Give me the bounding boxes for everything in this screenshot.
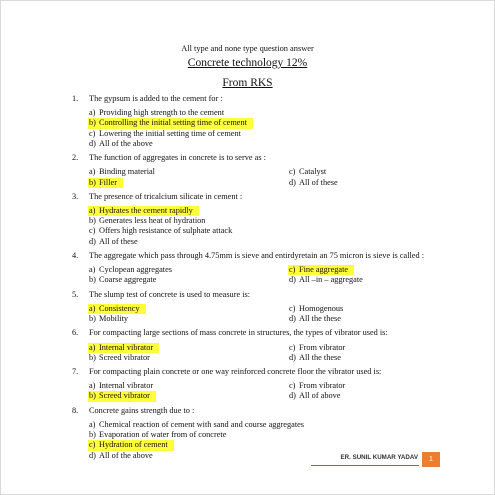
option-letter: d) [89, 236, 96, 246]
option-text: Internal vibrator [99, 342, 154, 352]
option-text: Cyclopean aggregates [99, 265, 173, 275]
question-header [72, 94, 452, 104]
option-text: Hydrates the cement rapidly [99, 206, 193, 216]
option-letter: d) [289, 314, 296, 324]
option-text: Screed vibrator [99, 391, 150, 401]
answer-option [89, 353, 289, 363]
option-text: From vibrator [299, 381, 346, 391]
answer-option-highlighted [89, 440, 452, 450]
question-text: For compacting plain concrete or one way reinforced concrete floor the vibrator used is: [89, 367, 382, 377]
answer-option-highlighted [89, 391, 289, 401]
highlight-marker [88, 118, 253, 128]
footer-author: ER. SUNIL KUMAR YADAV [340, 454, 418, 461]
question-item [72, 251, 452, 286]
option-wrap [89, 381, 153, 391]
question-header [72, 290, 452, 300]
answer-option [89, 275, 289, 285]
highlight-marker [88, 304, 146, 314]
option-text: From vibrator [299, 342, 346, 352]
option-wrap [89, 139, 153, 149]
option-list [89, 167, 452, 187]
option-letter: c) [289, 381, 296, 391]
option-wrap [289, 304, 343, 314]
option-letter: a) [89, 419, 96, 429]
option-text: All of these [99, 236, 138, 246]
highlight-marker [288, 265, 354, 275]
option-wrap [89, 430, 226, 440]
question-text: The function of aggregates in concrete is to serve as : [89, 153, 266, 163]
option-list [89, 304, 452, 324]
answer-option [289, 314, 429, 324]
option-text: Fine aggregate [299, 265, 349, 275]
option-text: Internal vibrator [99, 381, 154, 391]
option-wrap [289, 167, 326, 177]
option-letter: c) [89, 128, 96, 138]
document-title: Concrete technology 12% [187, 57, 308, 69]
option-text: All –in – aggregate [299, 275, 363, 285]
option-letter: a) [89, 167, 96, 177]
question-header [72, 251, 452, 261]
answer-option [289, 343, 429, 353]
question-text: The presence of tricalcium silicate in cement : [89, 191, 243, 201]
question-text: The slump test of concrete is used to measure is: [89, 289, 251, 299]
option-letter: b) [89, 177, 96, 187]
question-text: The gypsum is added to the cement for : [89, 94, 223, 103]
option-wrap [89, 275, 156, 285]
question-item [72, 328, 452, 363]
option-letter: b) [89, 118, 96, 128]
option-wrap [89, 353, 150, 363]
question-item [72, 192, 452, 247]
option-letter: a) [89, 381, 96, 391]
option-letter: b) [89, 275, 96, 285]
answer-option-highlighted [89, 206, 452, 216]
option-list [89, 265, 452, 285]
answer-option [89, 381, 289, 391]
answer-option [289, 167, 429, 177]
answer-option [289, 391, 429, 401]
option-wrap [89, 420, 304, 430]
option-text: Coarse aggregate [99, 275, 157, 285]
answer-option-highlighted [289, 265, 429, 275]
question-number: 2. [72, 153, 79, 163]
question-item [72, 406, 452, 461]
option-text: All the these [299, 314, 341, 324]
option-list [89, 108, 452, 149]
option-wrap [89, 237, 138, 247]
answer-option [89, 265, 289, 275]
option-letter: d) [289, 391, 296, 401]
option-letter: a) [89, 108, 96, 118]
highlight-marker [88, 206, 199, 216]
option-letter: b) [89, 430, 96, 440]
option-letter: b) [89, 216, 96, 226]
option-text: Chemical reaction of cement with sand and course aggregates [99, 419, 305, 429]
option-wrap [289, 381, 345, 391]
option-letter: d) [289, 275, 296, 285]
option-text: Lowering the initial setting time of cement [99, 128, 241, 138]
option-letter: c) [89, 440, 96, 450]
question-text: The aggregate which pass through 4.75mm is sieve and entirdyretain an 75 micron is sieve is called : [89, 250, 425, 260]
option-text: Filler [99, 177, 117, 187]
question-header [72, 192, 452, 202]
question-number: 8. [72, 405, 79, 415]
question-number: 4. [72, 250, 79, 260]
question-number: 6. [72, 328, 79, 338]
option-text: Offers high resistance of sulphate attack [99, 226, 233, 236]
option-text: Screed vibrator [99, 352, 150, 362]
answer-option [89, 129, 452, 139]
option-letter: c) [89, 226, 96, 236]
answer-option [289, 178, 429, 188]
option-wrap [89, 108, 224, 118]
option-wrap [289, 314, 341, 324]
answer-option-highlighted [89, 178, 289, 188]
question-number: 7. [72, 367, 79, 377]
option-letter: c) [289, 265, 296, 275]
answer-option [89, 139, 452, 149]
option-text: Homogenous [299, 303, 344, 313]
question-header [72, 367, 452, 377]
option-letter: b) [89, 352, 96, 362]
option-letter: c) [289, 342, 296, 352]
option-text: All of the above [99, 450, 153, 460]
option-letter: b) [89, 391, 96, 401]
highlight-marker [88, 391, 156, 401]
option-wrap [289, 178, 338, 188]
option-wrap [89, 226, 232, 236]
option-letter: d) [289, 352, 296, 362]
question-item [72, 367, 452, 402]
answer-option [89, 167, 289, 177]
header-note: All type and none type question answer [181, 44, 314, 53]
question-item [72, 153, 452, 188]
answer-option [89, 108, 452, 118]
option-text: Hydration of cement [99, 440, 168, 450]
footer-divider [311, 465, 419, 466]
option-letter: a) [89, 206, 96, 216]
option-wrap [89, 167, 155, 177]
question-number: 5. [72, 289, 79, 299]
option-text: All of above [299, 391, 341, 401]
option-letter: a) [89, 265, 96, 275]
answer-option-highlighted [89, 304, 289, 314]
option-text: All the these [299, 352, 341, 362]
answer-option [89, 420, 452, 430]
option-letter: d) [89, 450, 96, 460]
answer-option [289, 304, 429, 314]
question-header [72, 328, 452, 338]
option-wrap [89, 265, 172, 275]
option-text: Binding material [99, 167, 155, 177]
question-list [72, 94, 452, 465]
highlight-marker [88, 178, 123, 188]
answer-option [89, 314, 289, 324]
question-text: Concrete gains strength due to : [89, 405, 195, 415]
option-wrap [89, 451, 153, 461]
answer-option [89, 237, 452, 247]
answer-option [289, 353, 429, 363]
option-letter: a) [89, 303, 96, 313]
option-wrap [289, 343, 345, 353]
option-wrap [289, 353, 341, 363]
answer-option [89, 226, 452, 236]
question-item [72, 290, 452, 325]
document-subtitle: From RKS [222, 77, 273, 89]
highlight-marker [88, 440, 174, 450]
highlight-marker [88, 343, 159, 353]
option-text: All of these [299, 177, 338, 187]
option-text: Providing high strength to the cement [99, 108, 225, 118]
option-letter: c) [289, 167, 296, 177]
answer-option [289, 275, 429, 285]
question-text: For compacting large sections of mass concrete in structures, the types of vibrator used is: [89, 328, 388, 338]
option-list [89, 381, 452, 401]
answer-option-highlighted [89, 118, 452, 128]
option-text: Consistency [99, 303, 140, 313]
answer-option-highlighted [89, 343, 289, 353]
option-wrap [289, 391, 340, 401]
option-list [89, 343, 452, 363]
option-text: Generates less heat of hydration [99, 216, 206, 226]
question-number: 3. [72, 191, 79, 201]
option-letter: c) [289, 303, 296, 313]
option-wrap [89, 216, 205, 226]
question-header [72, 406, 452, 416]
option-letter: a) [89, 342, 96, 352]
option-text: Catalyst [299, 167, 327, 177]
answer-option [89, 216, 452, 226]
page-number-badge: 1 [422, 452, 440, 467]
question-number: 1. [72, 94, 79, 103]
option-wrap [289, 275, 363, 285]
option-wrap [89, 314, 128, 324]
answer-option [289, 381, 429, 391]
option-letter: b) [89, 314, 96, 324]
question-item [72, 94, 452, 149]
option-text: Controlling the initial setting time of cement [99, 118, 247, 128]
option-text: Evaporation of water from of concrete [99, 430, 227, 440]
option-text: All of the above [99, 138, 153, 148]
option-list [89, 206, 452, 247]
option-letter: d) [289, 177, 296, 187]
option-letter: d) [89, 138, 96, 148]
question-header [72, 153, 452, 163]
answer-option [89, 430, 452, 440]
option-wrap [89, 129, 241, 139]
option-text: Mobility [99, 314, 129, 324]
